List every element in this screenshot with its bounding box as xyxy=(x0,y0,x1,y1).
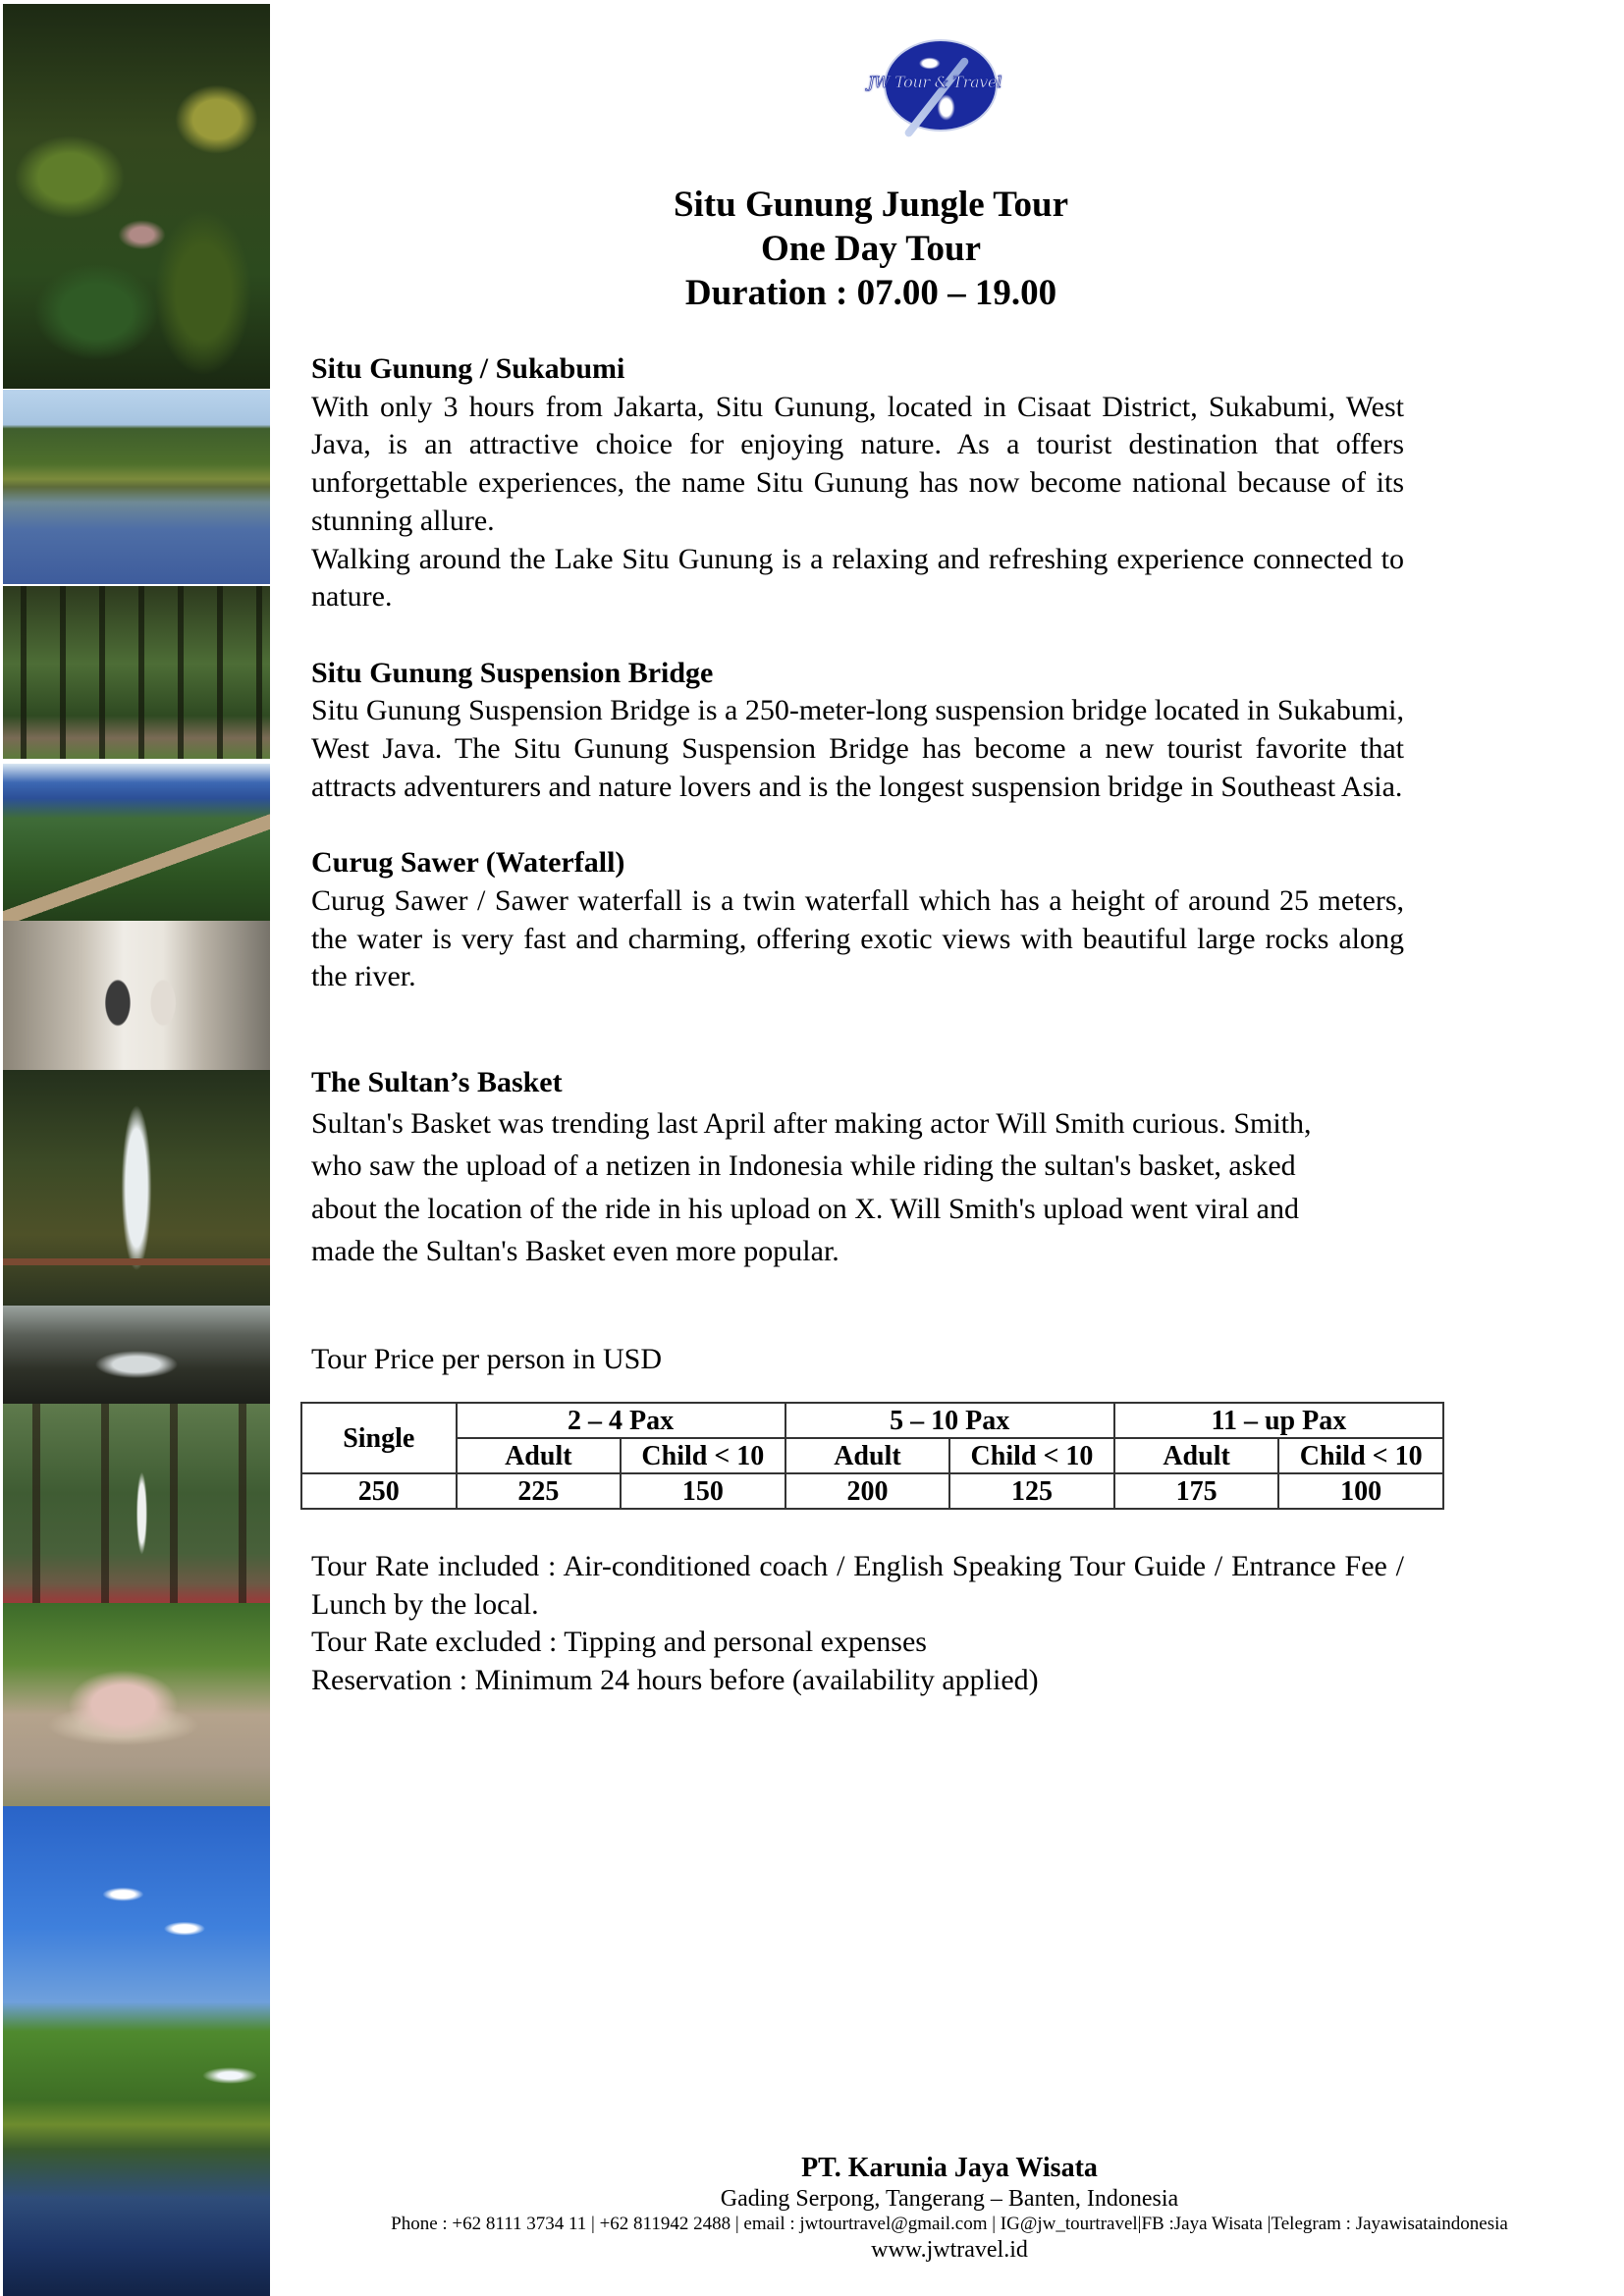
photo-lake-situ-gunung xyxy=(3,390,270,584)
price-cell: 125 xyxy=(949,1473,1114,1509)
section-heading: Situ Gunung Suspension Bridge xyxy=(311,656,714,689)
header-group: 11 – up Pax xyxy=(1114,1403,1443,1438)
tour-description xyxy=(311,350,1404,996)
footer-company: PT. Karunia Jaya Wisata xyxy=(801,2153,1098,2183)
section-line: made the Sultan's Basket even more popular. xyxy=(311,1235,839,1268)
section-sultans-basket xyxy=(311,1064,1404,1273)
price-row xyxy=(301,1473,1443,1509)
photo-pine-forest xyxy=(3,586,270,759)
page-title xyxy=(569,183,1172,315)
logo-text: JW Tour & Travel xyxy=(867,73,1002,91)
photo-river-rocks xyxy=(3,1306,270,1404)
section-paragraph: With only 3 hours from Jakarta, Situ Gunung, located in Cisaat District, Sukabumi, West Java, is an attractive choice for enjoying nature. As a tourist destination that offers unforgettable experiences, the name Situ Gunung has now become national because of its stunning allure. xyxy=(311,390,1404,537)
footer-website[interactable]: www.jwtravel.id xyxy=(871,2237,1028,2263)
terms-included: Tour Rate included : Air-conditioned coach / English Speaking Tour Guide / Entrance Fee / Lunch by the local. xyxy=(311,1550,1404,1621)
price-label: Tour Price per person in USD xyxy=(311,1343,662,1375)
section-line: who saw the upload of a netizen in Indonesia while riding the sultan's basket, asked xyxy=(311,1149,1296,1183)
section-paragraph: Curug Sawer / Sawer waterfall is a twin waterfall which has a height of around 25 meters, the water is very fast and charming, offering exotic views with beautiful large rocks along the river. xyxy=(311,883,1404,993)
header-adult: Adult xyxy=(457,1438,622,1473)
price-cell: 225 xyxy=(457,1473,622,1509)
header-adult: Adult xyxy=(785,1438,950,1473)
header-child: Child < 10 xyxy=(621,1438,785,1473)
photo-waterfall xyxy=(3,1070,270,1306)
section-line: about the location of the ride in his upload on X. Will Smith's upload went viral and xyxy=(311,1192,1299,1225)
header-group: 5 – 10 Pax xyxy=(785,1403,1114,1438)
price-cell: 200 xyxy=(785,1473,950,1509)
title-line-2: One Day Tour xyxy=(760,229,982,269)
header-group: 2 – 4 Pax xyxy=(457,1403,785,1438)
section-heading: The Sultan’s Basket xyxy=(311,1066,563,1098)
title-line-1: Situ Gunung Jungle Tour xyxy=(673,185,1069,225)
photo-suspension-bridge-valley xyxy=(3,764,270,921)
photo-couple-on-bridge xyxy=(3,921,270,1070)
title-duration: Duration : 07.00 – 19.00 xyxy=(684,273,1057,313)
section-line: Sultan's Basket was trending last April after making actor Will Smith curious. Smith, xyxy=(311,1106,1312,1140)
tour-terms xyxy=(311,1548,1404,1700)
footer-address: Gading Serpong, Tangerang – Banten, Indonesia xyxy=(720,2186,1179,2212)
company-logo xyxy=(856,35,1013,141)
section-paragraph: Situ Gunung Suspension Bridge is a 250-meter-long suspension bridge located in Sukabumi, West Java. The Situ Gunung Suspension Bridge has become a new tourist favorite that attracts adventurers and nature lovers and is the longest suspension bridge in Southeast Asia. xyxy=(311,694,1404,803)
footer-contact: Phone : +62 8111 3734 11 | +62 811942 2488 | email : jwtourtravel@gmail.com | IG@jw_tourtravel|FB :Jaya Wisata |Telegram : Jayawisataindonesia xyxy=(391,2214,1508,2234)
price-cell: 175 xyxy=(1114,1473,1279,1509)
section-heading: Situ Gunung / Sukabumi xyxy=(311,352,625,385)
header-adult: Adult xyxy=(1114,1438,1279,1473)
header-single: Single xyxy=(301,1403,457,1473)
section-paragraph: Walking around the Lake Situ Gunung is a relaxing and refreshing experience connected to nature. xyxy=(311,542,1404,614)
price-cell: 150 xyxy=(621,1473,785,1509)
price-table xyxy=(300,1402,1444,1510)
header-child: Child < 10 xyxy=(949,1438,1114,1473)
photo-sultans-basket xyxy=(3,1603,270,1806)
terms-excluded: Tour Rate excluded : Tipping and personal expenses xyxy=(311,1626,927,1659)
header-child: Child < 10 xyxy=(1278,1438,1443,1473)
terms-reservation: Reservation : Minimum 24 hours before (availability applied) xyxy=(311,1664,1039,1697)
photo-jungle-canopy xyxy=(3,4,270,389)
photo-strip xyxy=(3,4,270,2296)
photo-forest-waterfall-visitors xyxy=(3,1404,270,1603)
section-heading: Curug Sawer (Waterfall) xyxy=(311,846,625,880)
footer xyxy=(275,2152,1624,2264)
photo-blue-lake-reflection xyxy=(3,1806,270,2296)
price-cell: 100 xyxy=(1278,1473,1443,1509)
price-single: 250 xyxy=(301,1473,457,1509)
